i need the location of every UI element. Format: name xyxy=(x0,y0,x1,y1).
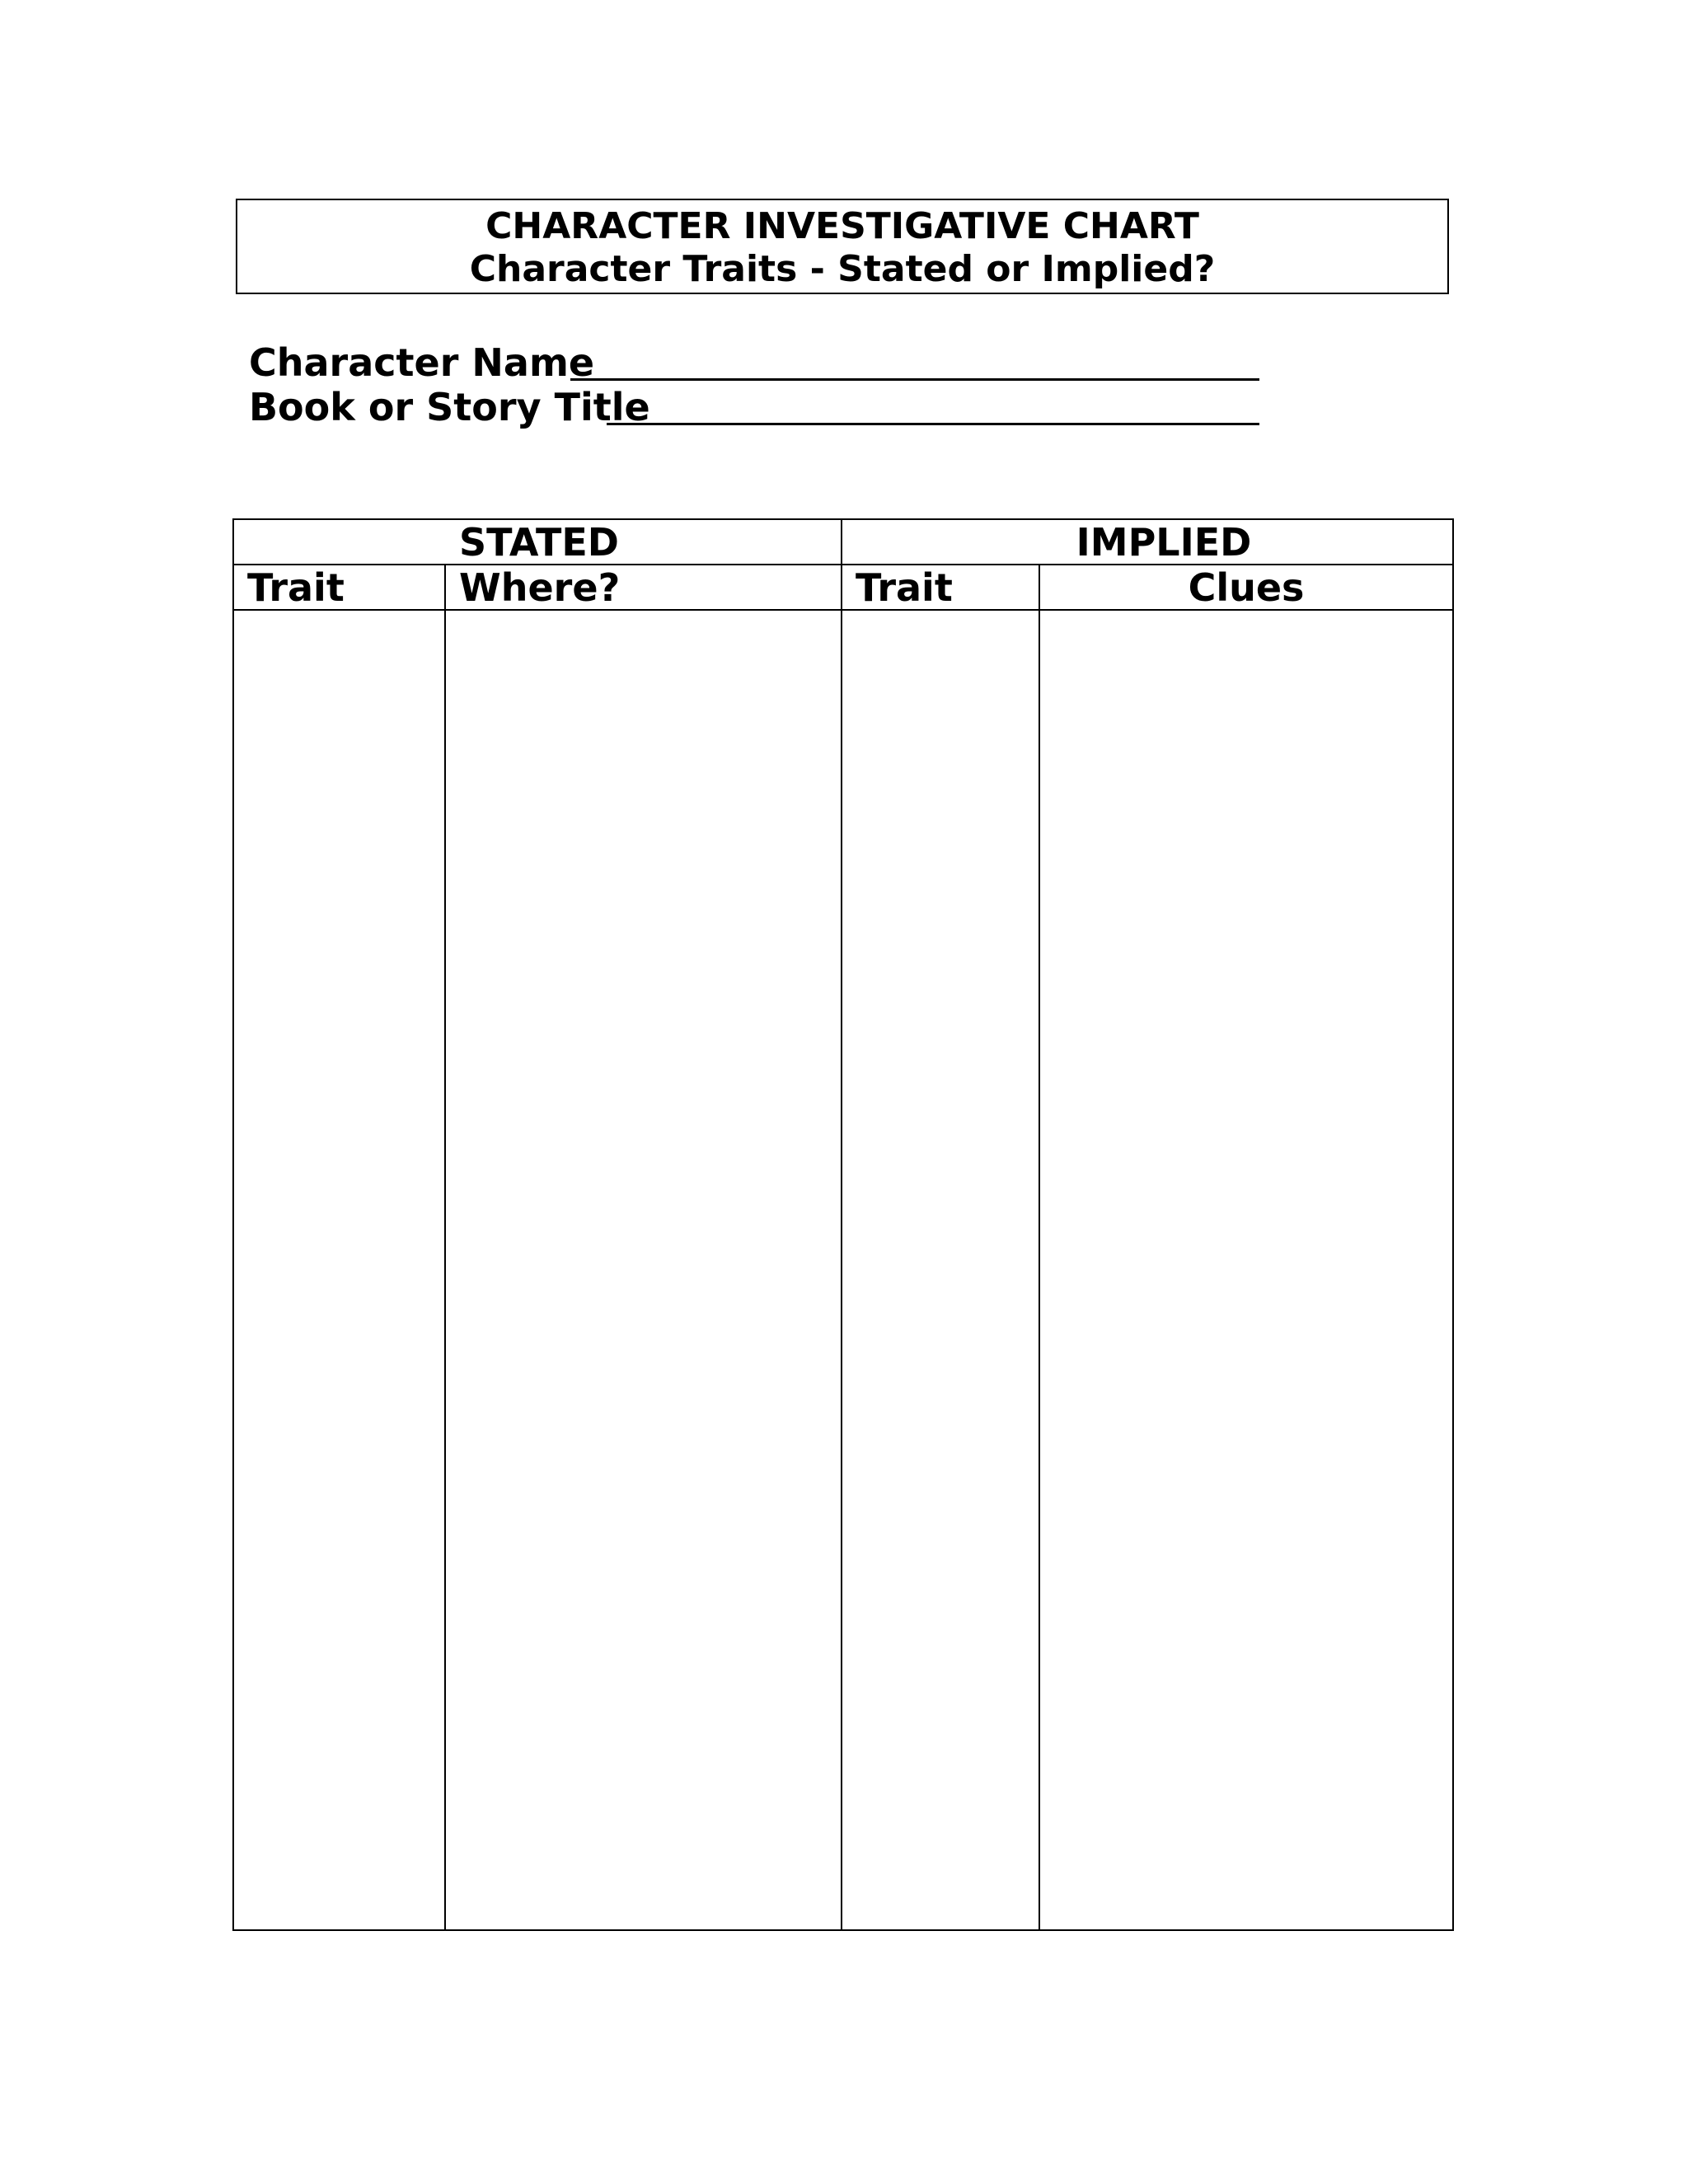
implied-trait-cell[interactable] xyxy=(842,611,1039,1929)
book-title-label: Book or Story Title xyxy=(249,385,650,429)
implied-trait-header: Trait xyxy=(856,565,953,610)
stated-trait-header: Trait xyxy=(247,565,345,610)
book-title-field[interactable] xyxy=(607,423,1259,425)
implied-header: IMPLIED xyxy=(1076,520,1252,565)
page-title: CHARACTER INVESTIGATIVE CHART xyxy=(485,205,1199,247)
character-name-field[interactable] xyxy=(570,378,1259,381)
chart-top-border xyxy=(232,518,1454,520)
page-subtitle: Character Traits - Stated or Implied? xyxy=(469,248,1216,290)
chart-right-border xyxy=(1452,518,1454,1931)
character-name-label: Character Name xyxy=(249,340,595,385)
stated-trait-cell[interactable] xyxy=(234,611,444,1929)
stated-where-header: Where? xyxy=(459,565,621,610)
title-box xyxy=(236,199,1449,294)
stated-header: STATED xyxy=(459,520,619,565)
chart-bottom-border xyxy=(232,1929,1454,1931)
investigative-chart xyxy=(232,518,1454,1931)
implied-clues-header: Clues xyxy=(1188,565,1305,610)
implied-clues-cell[interactable] xyxy=(1040,611,1452,1929)
stated-where-cell[interactable] xyxy=(446,611,841,1929)
